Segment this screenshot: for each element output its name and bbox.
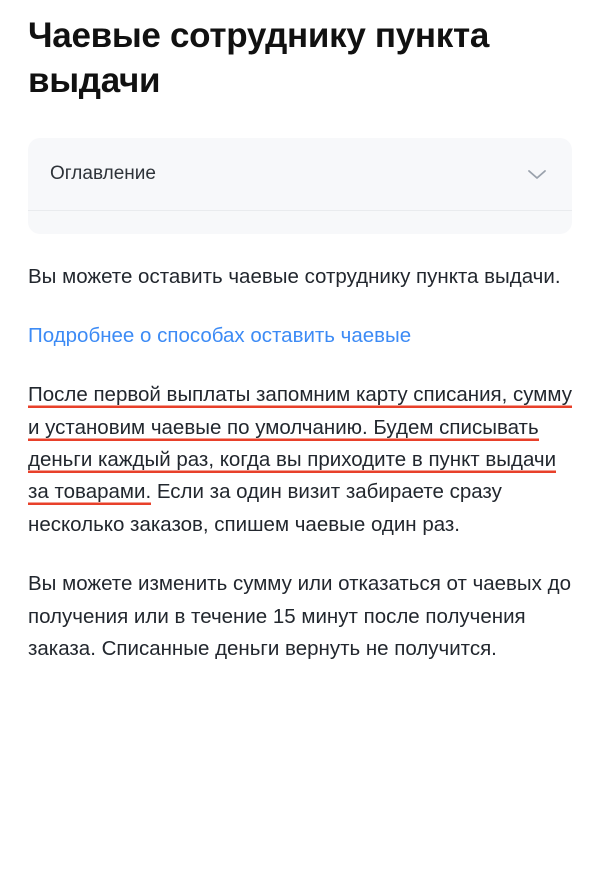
more-about-tips-link[interactable]: Подробнее о способах оставить чаевые <box>28 323 412 347</box>
intro-paragraph: Вы можете оставить чаевые сотруднику пункта выдачи. <box>28 264 561 288</box>
table-of-contents-accordion[interactable] <box>28 138 572 234</box>
toc-header[interactable] <box>28 138 572 210</box>
change-amount-paragraph: Вы можете изменить сумму или отказаться от чаевых до получения или в течение 15 минут после получения заказа. Списанные деньги вернуть не получится. <box>28 572 571 660</box>
highlighted-paragraph <box>28 379 572 541</box>
chevron-down-icon[interactable] <box>524 161 550 187</box>
highlighted-text: После первой выплаты запомним карту списания, сумму и установим чаевые по умолчанию. Будем списывать деньги каждый раз, когда вы приходите в пункт выдачи за товарами. <box>28 383 572 504</box>
page-title: Чаевые сотруднику пункта выдачи <box>28 16 489 100</box>
toc-divider <box>28 210 572 211</box>
toc-label: Оглавление <box>50 162 156 184</box>
highlighted-paragraph-rest: Если за один визит забираете сразу несколько заказов, спишем чаевые один раз. <box>28 480 502 536</box>
article-page <box>0 14 600 665</box>
